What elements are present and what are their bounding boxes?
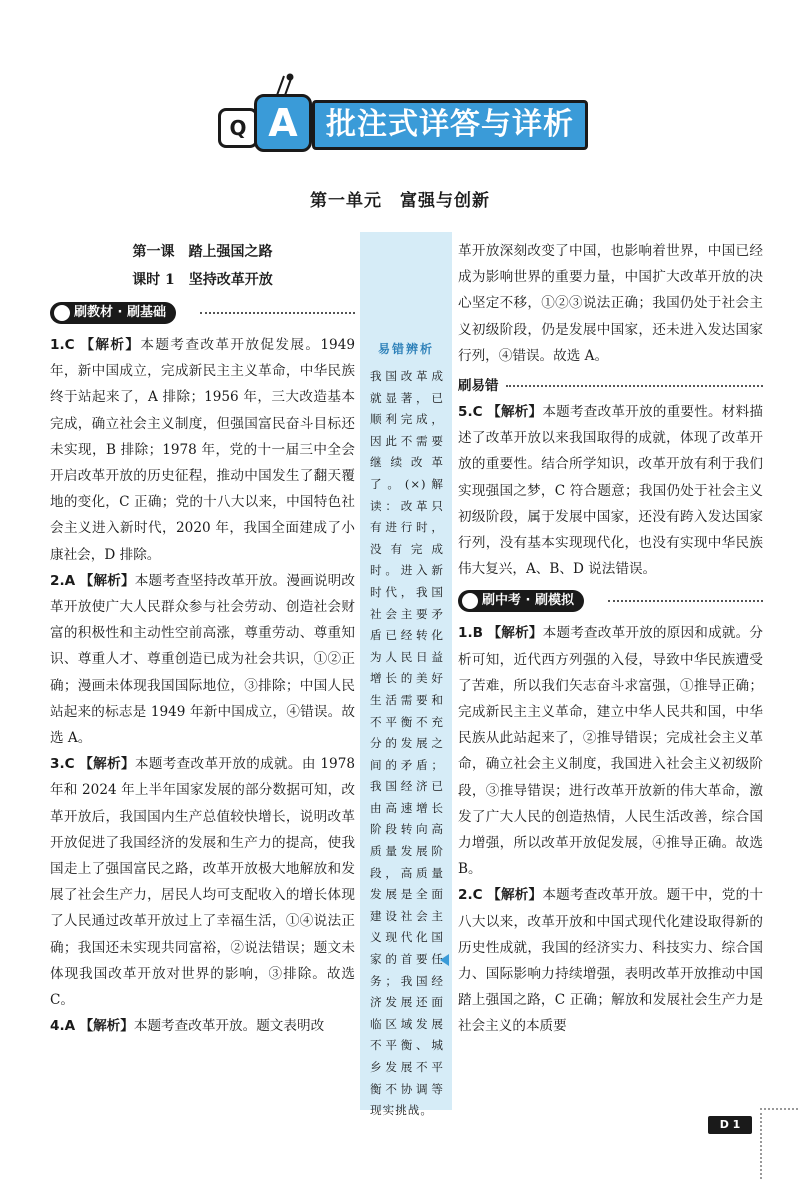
answer-item: 2.C 【解析】本题考查改革开放。题干中，党的十八大以来，改革开放和中国式现代化建设取得新的历史性成就，我国的经济实力、科技实力、综合国力、国际影响力持续增强，表明改革开放推动中国踏上强国之路，C 正确；解放和发展社会生产力是社会主义的本质要 bbox=[458, 887, 763, 1035]
book-icon bbox=[462, 593, 478, 609]
note-sidebar bbox=[360, 232, 452, 1118]
note-title: 易错辨析 bbox=[377, 342, 434, 356]
a-badge: A bbox=[254, 94, 312, 152]
answer-item: 1.C 【解析】本题考查改革开放促发展。1949年，新中国成立，完成新民主主义革命，中华民族终于站起来了，A 排除；1956 年，三大改造基本完成，确立社会主义制度，但强国富民奋斗目标还未实现，B 排除；1978 年，党的十一届三中全会开启改革开放的历史征程，推动中国发生了翻天覆地的变化，C 正确；党的十八大以来，中国特色社会主义进入新时代，2020 年，我国全面建成了小康社会，D 排除。 bbox=[50, 337, 355, 563]
book-icon bbox=[54, 305, 70, 321]
dotted-divider bbox=[608, 600, 763, 602]
section-pill: 刷中考 · 刷模拟 bbox=[458, 590, 584, 612]
q-badge: Q bbox=[218, 108, 258, 148]
answer-item: 1.B 【解析】本题考查改革开放的原因和成就。分析可知，近代西方列强的入侵，导致中华民族遭受了苦难，所以我们矢志奋斗求富强，①推导正确；完成新民主主义革命，建立中华人民共和国，中华民族从此站起来了，②推导错误；完成社会主义革命，确立社会主义制度，我国进入社会主义初级阶段，③推导错误；进行改革开放新的伟大革命，激发了广大人民的创造热情，人民生活改善，综合国力增强，所以改革开放促发展，④推导正确。故选 B。 bbox=[458, 625, 764, 878]
right-column bbox=[458, 238, 763, 1040]
note-pointer-icon bbox=[440, 954, 449, 966]
answer-item: 3.C 【解析】本题考查改革开放的成就。由 1978 年和 2024 年上半年国家发展的部分数据可知，改革开放后，我国国内生产总值较快增长，说明改革开放促进了我国经济的发展和生产力的提高，使我国走上了强国富民之路，改革开放极大地解放和发展了社会生产力，居民人均可支配收入的增长体现了人民通过改革开放过上了幸福生活，①④说法正确；我国还未实现共同富裕，②说法错误；题文未体现我国改革开放对世界的影响，③排除。故选 C。 bbox=[50, 756, 355, 1009]
header-banner bbox=[200, 72, 600, 162]
answer-continuation: 革开放深刻改变了中国，也影响着世界，中国已经成为影响世界的重要力量，中国扩大改革开放的决心坚定不移，①②③说法正确；我国仍处于社会主义初级阶段，仍是发展中国家，还未进入发达国家行列，④错误。故选 A。 bbox=[458, 243, 763, 364]
answer-item: 4.A 【解析】本题考查改革开放。题文表明改 bbox=[50, 1018, 325, 1035]
page-number: D 1 bbox=[708, 1116, 752, 1134]
section-header-exam bbox=[458, 588, 763, 616]
section-pill: 刷教材 · 刷基础 bbox=[50, 302, 176, 324]
answer-item: 5.C 【解析】本题考查改革开放的重要性。材料描述了改革开放以来我国取得的成就，体现了改革开放的重要性。结合所学知识，改革开放有利于我们实现强国之梦，C 符合题意；我国仍处于社会主义初级阶段，属于发展中国家，还没有跨入发达国家行列，没有基本实现现代化，也没有实现中华民族伟大复兴，A、B、D 说法错误。 bbox=[458, 404, 763, 578]
banner-title: 批注式详答与详析 bbox=[326, 107, 574, 142]
dotted-divider bbox=[506, 385, 763, 387]
lesson-title: 第一课 踏上强国之路 bbox=[132, 244, 273, 260]
left-column bbox=[50, 238, 355, 1039]
section-header-basics bbox=[50, 300, 355, 328]
section-header-mistakes: 刷易错 bbox=[458, 373, 763, 397]
corner-decoration bbox=[760, 1108, 800, 1179]
note-body: 我国改革成就显著，已顺利完成，因此不需要继续改革了。(×)解读：改革只有进行时，没有完成时。进入新时代，我国社会主要矛盾已经转化为人民日益增长的美好生活需要和不平衡不充分的发展之间的矛盾；我国经济已由高速增长阶段转向高质量发展阶段，高质量发展是全面建设社会主义现代化国家的首要任务；我国经济发展还面临区域发展不平衡、城乡发展不平衡不协调等现实挑战。 bbox=[370, 369, 444, 1118]
lesson-period: 课时 1 坚持改革开放 bbox=[132, 272, 273, 288]
answer-item: 2.A 【解析】本题考查坚持改革开放。漫画说明改革开放使广大人民群众参与社会劳动、创造社会财富的积极性和主动性空前高涨，尊重劳动、尊重知识、尊重人才、尊重创造已成为社会共识，①②正确；漫画未体现我国国际地位，③排除；中国人民站起来的标志是 1949 年新中国成立，④错误。故选 A。 bbox=[50, 572, 356, 747]
unit-title: 第一单元 富强与创新 bbox=[310, 191, 490, 211]
dotted-divider bbox=[200, 312, 355, 314]
